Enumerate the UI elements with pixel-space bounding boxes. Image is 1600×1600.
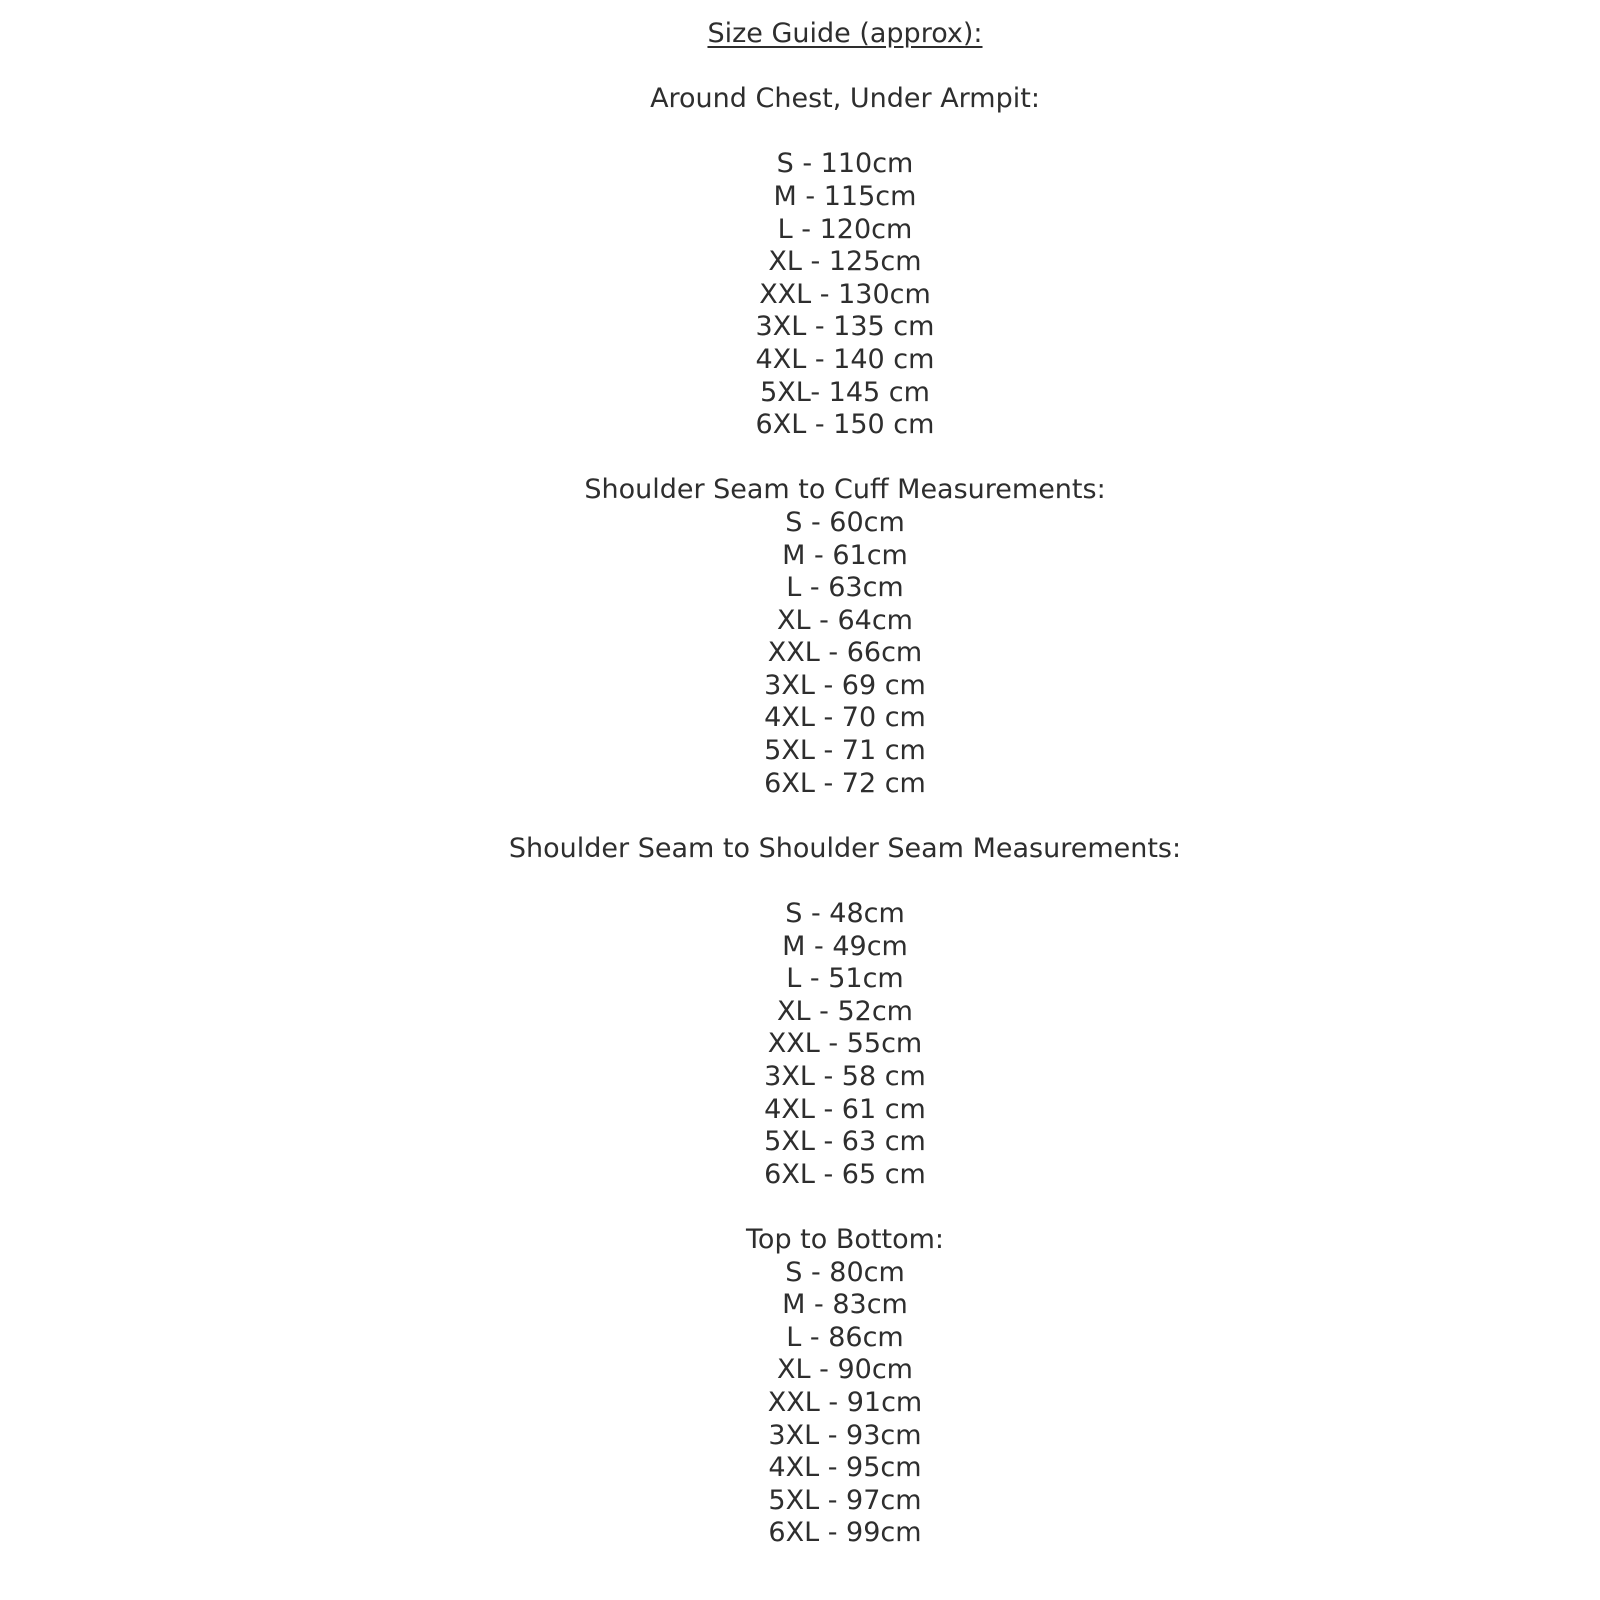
size-measurement: S - 60cm [785,506,905,538]
size-measurement: S - 80cm [785,1256,905,1288]
size-measurement: XXL - 130cm [759,278,931,310]
section-heading: Around Chest, Under Armpit: [650,83,1040,115]
size-measurement: 6XL - 72 cm [764,767,926,799]
size-measurement: XXL - 91cm [767,1386,923,1418]
size-guide-content [90,18,1600,1550]
section-items [90,1257,1600,1550]
size-section [90,474,1600,800]
size-measurement: XXL - 55cm [767,1028,923,1060]
size-measurement: L - 51cm [786,963,904,995]
size-measurement: 5XL- 145 cm [760,376,930,408]
size-measurement: M - 115cm [773,180,917,212]
size-measurement: 4XL - 140 cm [755,343,935,375]
size-measurement: L - 120cm [777,213,913,245]
page-title: Size Guide (approx): [707,18,983,49]
size-measurement: L - 86cm [786,1321,904,1353]
size-measurement: 5XL - 97cm [768,1484,922,1516]
size-measurement: 3XL - 58 cm [764,1061,926,1092]
size-measurement: 4XL - 70 cm [764,702,926,734]
size-section [90,1224,1600,1550]
size-measurement: XL - 125cm [768,246,922,278]
size-measurement: 3XL - 135 cm [755,311,935,343]
size-measurement: L - 63cm [786,572,904,604]
size-measurement: M - 61cm [782,539,908,571]
section-heading: Top to Bottom: [746,1223,944,1255]
size-section [90,83,1600,442]
size-measurement: 4XL - 61 cm [764,1093,926,1125]
size-measurement: 4XL - 95cm [768,1452,922,1484]
size-measurement: M - 49cm [782,930,908,962]
section-items [90,148,1600,441]
size-measurement: 6XL - 150 cm [755,409,935,441]
size-measurement: XL - 52cm [777,995,913,1027]
size-section [90,833,1600,1192]
sections-container [90,83,1600,1550]
size-measurement: 6XL - 99cm [768,1517,922,1549]
section-items [90,507,1600,800]
size-measurement: 3XL - 93cm [768,1419,922,1451]
size-measurement: 3XL - 69 cm [764,669,926,701]
section-items [90,898,1600,1191]
size-measurement: 5XL - 71 cm [764,735,926,767]
size-measurement: S - 48cm [785,898,905,930]
size-measurement: M - 83cm [782,1289,908,1321]
section-heading: Shoulder Seam to Cuff Measurements: [584,474,1106,506]
size-measurement: XL - 90cm [777,1354,913,1386]
size-measurement: S - 110cm [776,148,914,180]
section-heading: Shoulder Seam to Shoulder Seam Measurements: [508,832,1182,864]
size-measurement: XL - 64cm [777,604,913,636]
size-measurement: XXL - 66cm [767,637,923,669]
size-measurement: 5XL - 63 cm [764,1126,926,1158]
size-measurement: 6XL - 65 cm [764,1158,926,1190]
